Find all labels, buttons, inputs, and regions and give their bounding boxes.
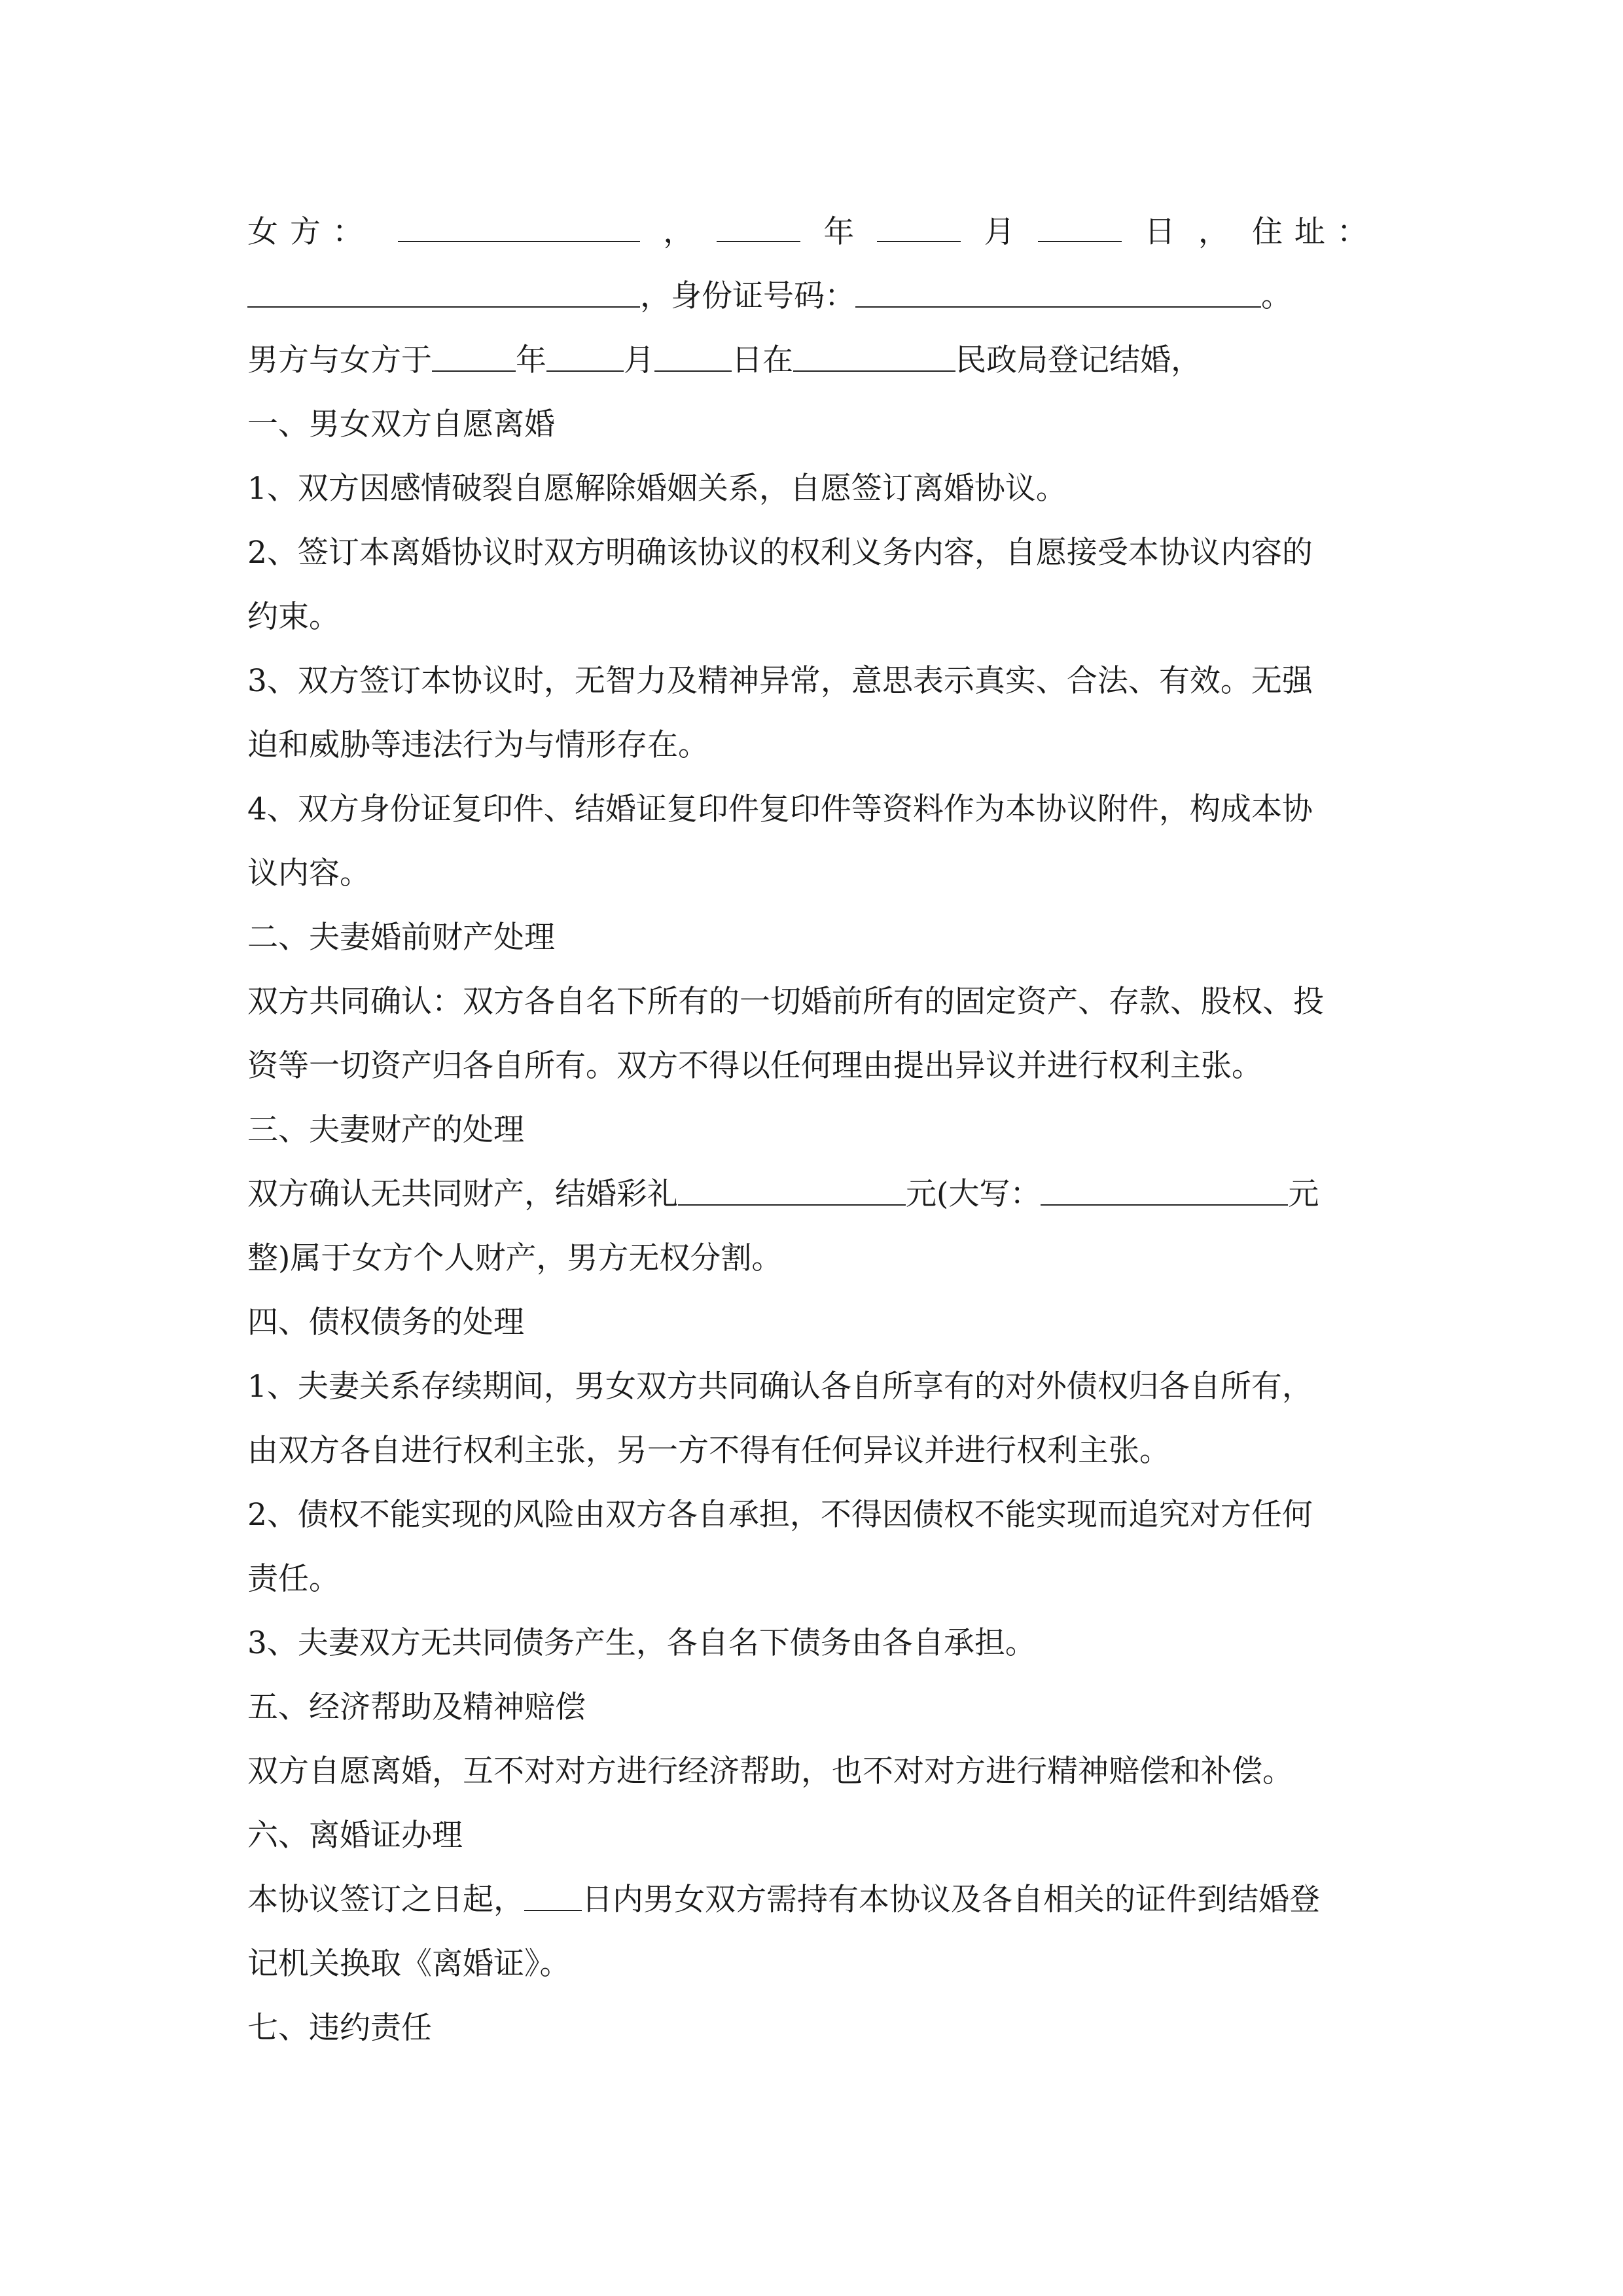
section-2-para-line-1: 双方共同确认：双方各自名下所有的一切婚前所有的固定资产、存款、股权、投 (247, 984, 1324, 1020)
section-1-item-2-line-2: 约束。 (247, 599, 340, 635)
section-1-title: 一、男女双方自愿离婚 (247, 406, 555, 442)
marriage-year-label: 年 (516, 342, 546, 378)
marriage-month-blank[interactable] (546, 344, 624, 372)
marriage-month-label: 月 (624, 342, 654, 378)
comma: ， (663, 214, 694, 250)
female-label: 女方： (247, 214, 375, 250)
section-3-para-line-2: 整)属于女方个人财产，男方无权分割。 (247, 1240, 783, 1276)
section-6-para-line-1 (247, 1868, 1380, 1932)
marriage-year-blank[interactable] (432, 344, 516, 372)
section-6-para-line-2: 记机关换取《离婚证》。 (247, 1946, 571, 1982)
month-label: 月 (984, 214, 1015, 250)
birth-year-blank[interactable] (717, 215, 800, 242)
period: 。 (1261, 278, 1292, 314)
female-info-line (247, 200, 1380, 264)
section-1-item-3-line-1: 3、双方签订本协议时，无智力及精神异常，意思表示真实、合法、有效。无强 (247, 663, 1313, 699)
address-id-line (247, 264, 1380, 329)
id-label: ，身份证号码： (640, 278, 855, 314)
section-4-item-1-line-2: 由双方各自进行权利主张，另一方不得有任何异议并进行权利主张。 (247, 1433, 1170, 1469)
bride-price-capital-blank[interactable] (1041, 1178, 1288, 1206)
birth-day-blank[interactable] (1038, 215, 1122, 242)
birth-month-blank[interactable] (877, 215, 961, 242)
section-5-para: 双方自愿离婚，互不对对方进行经济帮助，也不对对方进行精神赔偿和补偿。 (247, 1753, 1293, 1789)
section-7-title: 七、违约责任 (247, 2010, 432, 2046)
day-label: 日 (1144, 214, 1175, 250)
id-number-blank[interactable] (855, 280, 1261, 308)
section-2-title: 二、夫妻婚前财产处理 (247, 920, 555, 956)
section-3-title: 三、夫妻财产的处理 (247, 1112, 524, 1148)
days-blank[interactable] (524, 1884, 582, 1911)
yuan-label: 元 (1288, 1176, 1319, 1212)
marriage-suffix: 民政局登记结婚， (955, 342, 1202, 378)
bride-price-capital-label: 元(大写： (906, 1176, 1041, 1212)
address-blank[interactable] (247, 280, 640, 308)
female-name-blank[interactable] (398, 215, 640, 242)
bureau-blank[interactable] (793, 344, 955, 372)
section-4-item-2-line-1: 2、债权不能实现的风险由双方各自承担，不得因债权不能实现而追究对方任何 (247, 1497, 1313, 1533)
section-1-item-4-line-2: 议内容。 (247, 855, 370, 891)
marriage-registration-line (247, 329, 1380, 393)
bride-price-prefix: 双方确认无共同财产，结婚彩礼 (247, 1176, 678, 1212)
section-4-title: 四、债权债务的处理 (247, 1304, 524, 1340)
certificate-deadline-prefix: 本协议签订之日起， (247, 1882, 524, 1918)
marriage-day-label: 日在 (732, 342, 793, 378)
marriage-prefix: 男方与女方于 (247, 342, 432, 378)
certificate-deadline-suffix: 日内男女双方需持有本协议及各自相关的证件到结婚登 (582, 1882, 1320, 1918)
comma: ， (1198, 214, 1229, 250)
section-4-item-3: 3、夫妻双方无共同债务产生，各自名下债务由各自承担。 (247, 1625, 1036, 1661)
year-label: 年 (823, 214, 855, 250)
agreement-body (247, 200, 1380, 2060)
section-1-item-3-line-2: 迫和威胁等违法行为与情形存在。 (247, 727, 709, 763)
section-6-title: 六、离婚证办理 (247, 1818, 463, 1854)
section-2-para-line-2: 资等一切资产归各自所有。双方不得以任何理由提出异议并进行权利主张。 (247, 1048, 1262, 1084)
section-5-title: 五、经济帮助及精神赔偿 (247, 1689, 586, 1725)
section-3-para-line-1 (247, 1162, 1380, 1227)
section-4-item-2-line-2: 责任。 (247, 1561, 340, 1597)
section-1-item-4-line-1: 4、双方身份证复印件、结婚证复印件复印件等资料作为本协议附件，构成本协 (247, 791, 1313, 827)
address-label: 住址： (1251, 214, 1380, 250)
section-1-item-1: 1、双方因感情破裂自愿解除婚姻关系，自愿签订离婚协议。 (247, 471, 1067, 507)
section-1-item-2-line-1: 2、签订本离婚协议时双方明确该协议的权利义务内容，自愿接受本协议内容的 (247, 535, 1313, 571)
section-4-item-1-line-1: 1、夫妻关系存续期间，男女双方共同确认各自所享有的对外债权归各自所有， (247, 1369, 1313, 1405)
marriage-day-blank[interactable] (654, 344, 732, 372)
bride-price-blank[interactable] (678, 1178, 906, 1206)
